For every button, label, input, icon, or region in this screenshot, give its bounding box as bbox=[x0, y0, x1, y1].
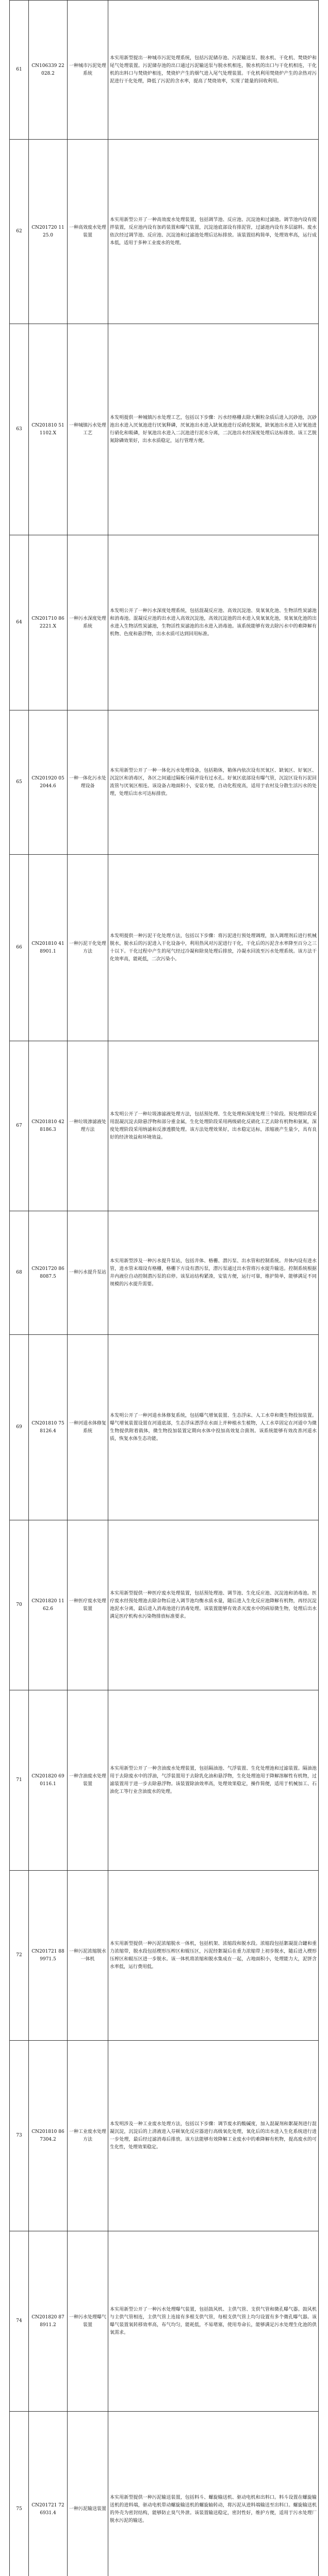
patent-title: 一种工业废水处理方法 bbox=[68, 2041, 108, 2231]
row-number: 61 bbox=[10, 1, 29, 140]
patent-number: CN201810 867304.2 bbox=[29, 2041, 68, 2231]
patent-abstract: 本发明公开了一种污水深度处理系统，包括混凝反应池、高效沉淀池、臭氧氧化池、生物活性炭滤池和消毒池。混凝反应池的出水进入高效沉淀池，高效沉淀池的出水进入臭氧氧化池，臭氧氧化池的出水进入生物活性炭滤池，生物活性炭滤池的出水进入消毒池。该系统能够有效去除污水中的难降解有机物、色度和悬浮物，出水水质可达到回用标准。 bbox=[108, 535, 319, 710]
patent-abstract: 本发明涉及一种工业废水处理方法，包括以下步骤：调节废水的酸碱度，加入混凝剂和絮凝剂进行混凝沉淀，沉淀后的上清液进入芬顿氧化反应器进行高级氧化处理，氧化后的出水进入生化系统进行进一步处理，最后经过滤消毒后排放。该方法能够有效降解工业废水中的难降解有机物，提高废水的可生化性，处理效果稳定。 bbox=[108, 2041, 319, 2231]
table-row bbox=[10, 1520, 319, 1690]
row-number: 66 bbox=[10, 855, 29, 1041]
table-row bbox=[10, 2041, 319, 2231]
row-number: 63 bbox=[10, 324, 29, 535]
patent-number: CN201710 862221.X bbox=[29, 535, 68, 710]
patent-title: 一种污泥浓缩脱水一体机 bbox=[68, 1871, 108, 2041]
table-row bbox=[10, 1, 319, 140]
patent-number: CN201820 690116.1 bbox=[29, 1690, 68, 1871]
row-number: 69 bbox=[10, 1335, 29, 1520]
row-number: 68 bbox=[10, 1211, 29, 1335]
table-row bbox=[10, 324, 319, 535]
table-row bbox=[10, 1041, 319, 1211]
patent-abstract: 本实用新型提供一种医疗废水处理装置，包括预处理池、调节池、生化反应池、沉淀池和消毒池。医疗废水经预处理池去除杂物后进入调节池均衡水质水量，随后进入生化反应池降解有机物，再经沉淀池泥水分离，最后进入消毒池进行消毒处理。该装置能够有效杀灭废水中的病原微生物，处理后出水满足医疗机构水污染物排放标准要求。 bbox=[108, 1520, 319, 1690]
patent-number: CN201810 428186.3 bbox=[29, 1041, 68, 1211]
patent-number: CN201721 726931.4 bbox=[29, 2412, 68, 2576]
table-row bbox=[10, 535, 319, 710]
table-row bbox=[10, 2412, 319, 2576]
table-row bbox=[10, 1335, 319, 1520]
patent-table-body bbox=[10, 1, 319, 2576]
patent-title: 一种污水深度处理系统 bbox=[68, 535, 108, 710]
patent-title: 一种污水提升泵站 bbox=[68, 1211, 108, 1335]
patent-title: 一种污水处理曝气装置 bbox=[68, 2231, 108, 2412]
row-number: 72 bbox=[10, 1871, 29, 2041]
patent-abstract: 本实用新型涉及一种污水提升泵站，包括井体、格栅、潜污泵、出水管和控制系统。井体内设有进水管，进水管末端设有格栅，格栅下方设有潜污泵，潜污泵通过出水管将污水提升输送。控制系统根据井内液位自动控制潜污泵的启停。该泵站结构紧凑，安装方便，运行可靠，维护简单，能够满足不同规模的污水提升需要。 bbox=[108, 1211, 319, 1335]
patent-title: 一种河道水体修复系统 bbox=[68, 1335, 108, 1520]
patent-abstract: 本实用新型提供一种污泥输送装置，包括料斗、螺旋输送机、驱动电机和出料口。料斗设置在螺旋输送机的进料端，驱动电机带动螺旋输送机的螺旋轴转动，将污泥从进料端输送至出料口。螺旋输送机的外壳为密封结构，能够防止臭气外泄。该装置输送稳定，密封性好，维护方便，适用于污水处理厂脱水污泥的输送。 bbox=[108, 2412, 319, 2576]
row-number: 74 bbox=[10, 2231, 29, 2412]
patent-title: 一种高效废水处理装置 bbox=[68, 140, 108, 324]
row-number: 71 bbox=[10, 1690, 29, 1871]
patent-abstract: 本实用新型公开了一种污水处理曝气装置，包括鼓风机、主供气管、支供气管和微孔曝气器。鼓风机与主供气管相连，主供气管上连接有多根支供气管，每根支供气管上均匀设置有多个微孔曝气器。该曝气装置氧转移效率高，布气均匀，能耗低，不易堵塞，使用寿命长，能够满足污水处理生化池的供氧需求。 bbox=[108, 2231, 319, 2412]
patent-title: 一种医疗废水处理装置 bbox=[68, 1520, 108, 1690]
patent-abstract: 本实用新型公开了一种含油废水处理装置，包括隔油池、气浮装置、生化处理池和过滤装置。隔油池用于去除废水中的浮油，气浮装置用于去除乳化油和悬浮物，生化处理池用于降解溶解性有机物，过滤装置用于进一步去除悬浮物。该装置除油效率高，处理效果稳定，操作简便，适用于机械加工、石油化工等行业含油废水的处理。 bbox=[108, 1690, 319, 1871]
row-number: 73 bbox=[10, 2041, 29, 2231]
row-number: 75 bbox=[10, 2412, 29, 2576]
patent-number: CN201810 758126.4 bbox=[29, 1335, 68, 1520]
patent-number: CN201720 868087.5 bbox=[29, 1211, 68, 1335]
patent-number: CN201810 418901.1 bbox=[29, 855, 68, 1041]
patent-abstract: 本实用新型提供一种污泥浓缩脱水一体机，包括机架、浓缩段和脱水段。浓缩段包括絮凝混合罐和重力浓缩带，脱水段包括楔形压榨区和辊压区，污泥经絮凝后在重力浓缩带上初步脱水，随后进入楔形压榨区和辊压区进一步脱水。该一体机将浓缩和脱水集成在一起，占地面积小，处理能力大，泥饼含水率低，运行费用低。 bbox=[108, 1871, 319, 2041]
patent-title: 一种垃圾渗滤液处理方法 bbox=[68, 1041, 108, 1211]
patent-title: 一种城镇污水处理工艺 bbox=[68, 324, 108, 535]
patent-abstract: 本发明公开了一种河道水体修复系统，包括曝气增氧装置、生态浮床、人工水草和微生物投加装置。曝气增氧装置设置在河道底部，生态浮床漂浮在水面上并种植水生植物，人工水草固定在河道中为微生物提供附着载体，微生物投加装置定期向水体中投加高效复合菌剂。该系统能够有效改善河道水质，恢复水体生态功能。 bbox=[108, 1335, 319, 1520]
patent-title: 一种城市污泥处理系统 bbox=[68, 1, 108, 140]
table-row bbox=[10, 1211, 319, 1335]
row-number: 67 bbox=[10, 1041, 29, 1211]
page bbox=[9, 0, 319, 2576]
patent-number: CN106339 22028.2 bbox=[29, 1, 68, 140]
table-row bbox=[10, 140, 319, 324]
row-number: 64 bbox=[10, 535, 29, 710]
patent-table bbox=[9, 0, 319, 2576]
patent-number: CN201920 052044.6 bbox=[29, 710, 68, 855]
table-row bbox=[10, 855, 319, 1041]
patent-abstract: 本发明提供一种污泥干化处理方法，包括以下步骤：将污泥进行预处理调理，加入调理剂后进行机械脱水，脱水后的污泥进入干化设备中，利用热风对污泥进行干化，干化后的污泥含水率降至百分之三十以下。干化过程中产生的尾气经过冷凝和除臭处理后排放，冷凝水回流至污水处理系统。该方法干化效率高，能耗低，二次污染小。 bbox=[108, 855, 319, 1041]
table-row bbox=[10, 2231, 319, 2412]
table-row bbox=[10, 710, 319, 855]
patent-title: 一种污泥输送装置 bbox=[68, 2412, 108, 2576]
patent-abstract: 本发明提供一种城镇污水处理工艺，包括以下步骤：污水经格栅去除大颗粒杂质后进入沉砂池，沉砂池出水进入厌氧池进行厌氧释磷，厌氧池出水进入缺氧池进行反硝化脱氮，缺氧池出水进入好氧池进行硝化和吸磷，好氧池出水进入二沉池进行泥水分离，二沉池出水经深度处理后达标排放。该工艺脱氮除磷效果好，出水水质稳定，运行管理方便。 bbox=[108, 324, 319, 535]
patent-title: 一种含油废水处理装置 bbox=[68, 1690, 108, 1871]
patent-abstract: 本实用新型公开了一种一体化污水处理设备，包括箱体，箱体内依次设有厌氧区、缺氧区、好氧区、沉淀区和消毒区，各区之间通过隔板分隔并设有过水孔。好氧区底部设有曝气管，沉淀区设有污泥回流管与厌氧区相连。该设备占地面积小，安装方便，自动化程度高，适用于农村及分散生活污水的处理，处理后出水可达标排放。 bbox=[108, 710, 319, 855]
patent-number: CN201721 889971.5 bbox=[29, 1871, 68, 2041]
patent-title: 一种一体化污水处理设备 bbox=[68, 710, 108, 855]
patent-abstract: 本实用新型提出一种城市污泥处理系统，包括污泥储存池、污泥输送泵、脱水机、干化机、焚烧炉和尾气处理装置。污泥储存池的出口通过污泥输送泵与脱水机相连，脱水机的出口与干化机相连，干化机的出料口与焚烧炉相连，焚烧炉产生的烟气进入尾气处理装置。干化机利用焚烧炉产生的余热对污泥进行干化处理，降低了污泥的含水率，提高了焚烧效率，实现了能量的回收利用。 bbox=[108, 1, 319, 140]
row-number: 70 bbox=[10, 1520, 29, 1690]
patent-abstract: 本发明公开了一种垃圾渗滤液处理方法，包括预处理、生化处理和深度处理三个阶段。预处理阶段采用混凝沉淀去除悬浮物和部分重金属，生化处理阶段采用两级硝化反硝化工艺去除有机物和氨氮，深度处理阶段采用纳滤和反渗透膜处理。该方法处理效果好，出水稳定达标，浓缩液产生量少，具有良好的经济效益和环境效益。 bbox=[108, 1041, 319, 1211]
patent-number: CN201820 878911.2 bbox=[29, 2231, 68, 2412]
table-row bbox=[10, 1690, 319, 1871]
patent-abstract: 本实用新型公开了一种高效废水处理装置，包括调节池、反应池、沉淀池和过滤池。调节池内设有搅拌装置，反应池内设有加药装置和曝气装置，沉淀池底部设有排泥管，过滤池内设有多层滤料。废水依次经过调节池、反应池、沉淀池和过滤池处理后达标排放。该装置结构简单，处理效率高，运行成本低，适用于多种工业废水的处理。 bbox=[108, 140, 319, 324]
row-number: 62 bbox=[10, 140, 29, 324]
patent-number: CN201720 1125.0 bbox=[29, 140, 68, 324]
patent-number: CN201810 511102.X bbox=[29, 324, 68, 535]
patent-number: CN201820 1162.6 bbox=[29, 1520, 68, 1690]
table-row bbox=[10, 1871, 319, 2041]
patent-title: 一种污泥干化处理方法 bbox=[68, 855, 108, 1041]
row-number: 65 bbox=[10, 710, 29, 855]
